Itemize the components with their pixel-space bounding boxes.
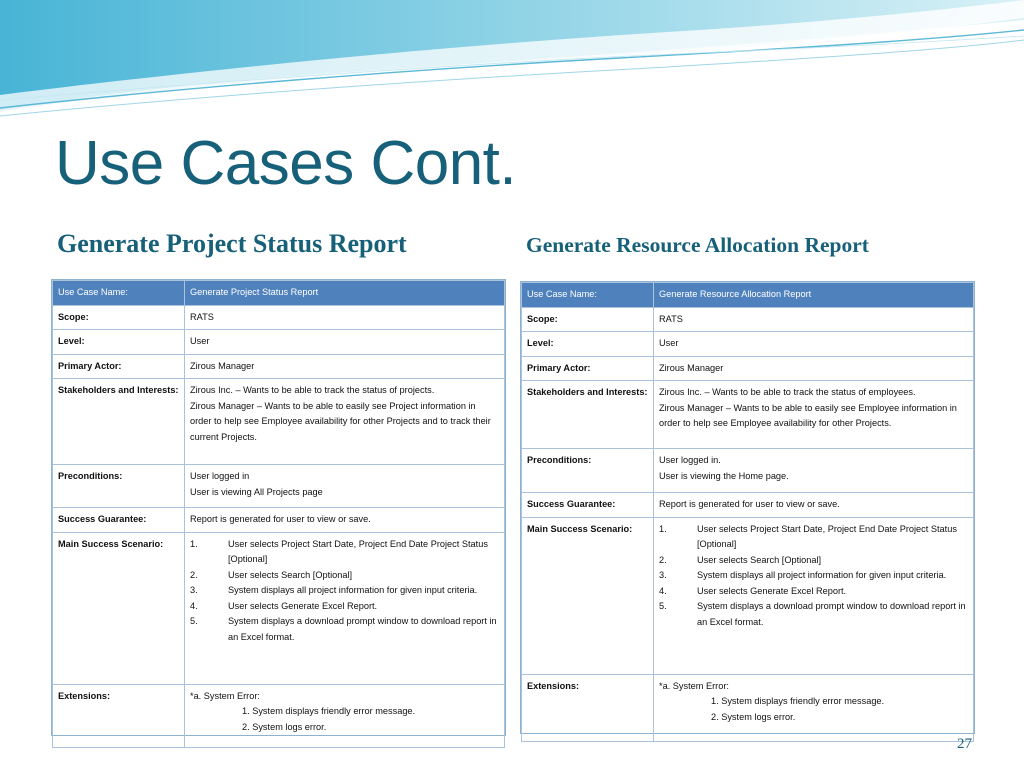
left-use-case-table [51, 279, 506, 736]
table-row [53, 684, 505, 747]
row-value: Zirous Manager [654, 356, 974, 381]
value-line: Zirous Manager – Wants to be able to easily see Employee information in order to help see Employee availability for other Projects. [659, 402, 957, 428]
row-value: RATS [185, 305, 505, 330]
row-value [654, 674, 974, 741]
row-value [654, 449, 974, 493]
row-key: Use Case Name: [53, 281, 185, 306]
row-value [185, 379, 505, 465]
row-key: Main Success Scenario: [53, 532, 185, 684]
row-value [185, 684, 505, 747]
row-key: Use Case Name: [522, 283, 654, 308]
table-row [53, 532, 505, 684]
list-item: 2. User selects Search [Optional] [190, 569, 353, 580]
value-line: 2. System logs error. [711, 711, 796, 722]
row-value: User [654, 332, 974, 357]
row-key: Level: [522, 332, 654, 357]
table-row [522, 356, 974, 381]
row-key: Main Success Scenario: [522, 517, 654, 674]
scenario-steps [190, 537, 499, 646]
left-section-heading: Generate Project Status Report [57, 229, 407, 258]
table-row [53, 330, 505, 355]
table-row [53, 465, 505, 508]
list-item: 4. User selects Generate Excel Report. [659, 585, 847, 596]
row-value: User [185, 330, 505, 355]
list-item: 1. User selects Project Start Date, Project End Date Project Status [Optional] [190, 538, 488, 564]
right-use-case-table [520, 281, 975, 734]
scenario-steps [659, 522, 968, 631]
row-value: Generate Project Status Report [185, 281, 505, 306]
row-key: Stakeholders and Interests: [53, 379, 185, 465]
right-section-heading: Generate Resource Allocation Report [526, 233, 869, 257]
list-item: 5. System displays a download prompt window to download report in an Excel format. [190, 616, 497, 642]
list-item: 3. System displays all project information for given input criteria. [190, 585, 478, 595]
value-line: User logged in [190, 471, 250, 481]
row-key: Extensions: [53, 684, 185, 747]
row-key: Stakeholders and Interests: [522, 381, 654, 449]
list-item: 5. System displays a download prompt window to download report in an Excel format. [659, 601, 966, 627]
row-value: Generate Resource Allocation Report [654, 283, 974, 308]
table-row [522, 517, 974, 674]
table-row [522, 449, 974, 493]
table-row [522, 332, 974, 357]
table-row [522, 381, 974, 449]
value-line: Zirous Inc. – Wants to be able to track the status of projects. [190, 385, 435, 395]
value-line: User is viewing All Projects page [190, 486, 323, 497]
row-key: Success Guarantee: [522, 493, 654, 518]
list-item: 3. System displays all project information for given input criteria. [659, 570, 947, 580]
value-line: 1. System displays friendly error message. [711, 696, 885, 706]
row-key: Scope: [522, 307, 654, 332]
row-key: Primary Actor: [53, 354, 185, 379]
value-line: *a. System Error: [190, 690, 260, 701]
row-key: Level: [53, 330, 185, 355]
row-value [654, 517, 974, 674]
table-row [522, 283, 974, 308]
header-wave-decoration [0, 0, 1024, 130]
row-value: RATS [654, 307, 974, 332]
row-key: Scope: [53, 305, 185, 330]
value-line: Zirous Manager – Wants to be able to easily see Project information in order to help see Employee availability for other Projects and to track their current Projects. [190, 400, 491, 442]
row-key: Primary Actor: [522, 356, 654, 381]
value-line: User logged in. [659, 455, 721, 465]
table-row [522, 493, 974, 518]
row-value [185, 532, 505, 684]
value-line: 2. System logs error. [242, 721, 327, 732]
table-row [53, 379, 505, 465]
table-row [53, 281, 505, 306]
value-line: Zirous Inc. – Wants to be able to track the status of employees. [659, 387, 916, 397]
row-key: Preconditions: [522, 449, 654, 493]
value-line: 1. System displays friendly error message. [242, 706, 416, 716]
row-value [654, 381, 974, 449]
row-value: Report is generated for user to view or save. [654, 493, 974, 518]
value-line: User is viewing the Home page. [659, 470, 789, 481]
list-item: 2. User selects Search [Optional] [659, 554, 822, 565]
row-value: Report is generated for user to view or save. [185, 508, 505, 533]
value-line: *a. System Error: [659, 680, 729, 691]
row-key: Success Guarantee: [53, 508, 185, 533]
slide-title: Use Cases Cont. [55, 129, 517, 198]
list-item: 1. User selects Project Start Date, Project End Date Project Status [Optional] [659, 523, 957, 549]
table-row [522, 307, 974, 332]
page-number: 27 [957, 736, 972, 752]
row-value [185, 465, 505, 508]
table-row [53, 354, 505, 379]
table-row [53, 508, 505, 533]
table-row [53, 305, 505, 330]
row-key: Preconditions: [53, 465, 185, 508]
row-key: Extensions: [522, 674, 654, 741]
list-item: 4. User selects Generate Excel Report. [190, 600, 378, 611]
row-value: Zirous Manager [185, 354, 505, 379]
table-row [522, 674, 974, 741]
